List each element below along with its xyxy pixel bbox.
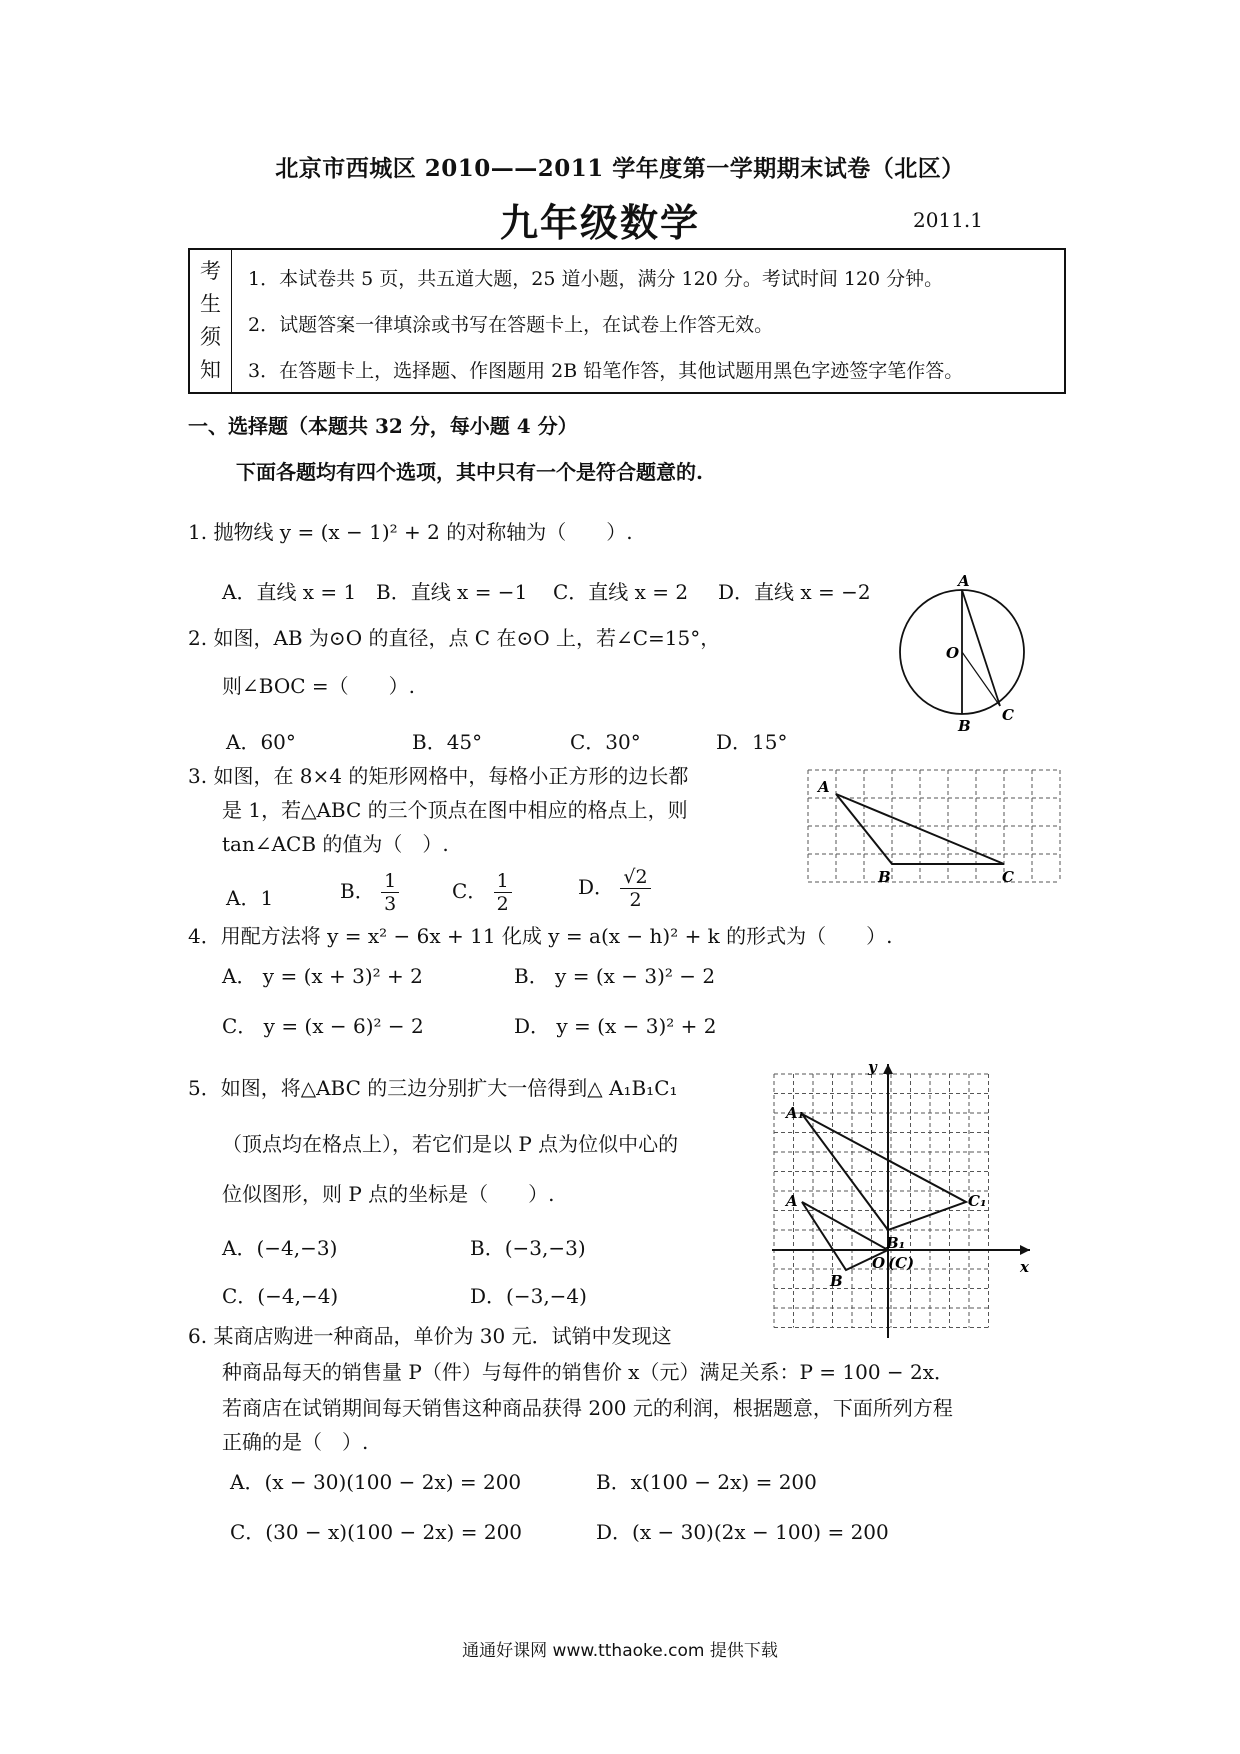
- label-a: A: [818, 778, 830, 796]
- question-3-line2: 是 1，若△ABC 的三个顶点在图中相应的格点上，则: [222, 798, 688, 822]
- section-instruction: 下面各题均有四个选项，其中只有一个是符合题意的.: [236, 460, 703, 484]
- q2-circle-figure: [898, 574, 1028, 734]
- numerator: √2: [620, 866, 650, 889]
- label-b: B: [878, 868, 891, 886]
- q1-option-d: D．直线 x = −2: [718, 580, 871, 604]
- denominator: 2: [496, 893, 509, 915]
- q4-option-d: D． y = (x − 3)² + 2: [514, 1014, 717, 1038]
- chord-ac: [962, 590, 1000, 706]
- label-c: C: [1002, 868, 1014, 886]
- q3-option-c-label: C．: [452, 879, 488, 903]
- fraction: [620, 866, 650, 911]
- q1-option-c: C．直线 x = 2: [553, 580, 689, 604]
- q5-option-a: A．(−4,−3): [222, 1236, 338, 1260]
- question-3-line3: tan∠ACB 的值为（ ）.: [222, 832, 449, 856]
- notice-heading: [190, 250, 232, 392]
- question-6-line2: 种商品每天的销售量 P（件）与每件的销售价 x（元）满足关系：P = 100 − 2x．: [222, 1360, 955, 1384]
- q5-option-c: C．(−4,−4): [222, 1284, 339, 1308]
- question-6-line4: 正确的是（ ）.: [222, 1430, 369, 1454]
- footer-source: 通通好课网 www.tthaoke.com 提供下载: [462, 1641, 778, 1661]
- q2-option-d: D．15°: [716, 730, 788, 754]
- question-5-line3: 位似图形，则 P 点的坐标是（ ）.: [222, 1182, 555, 1206]
- label-b: B: [958, 717, 971, 734]
- notice-item: 3．在答题卡上，选择题、作图题用 2B 铅笔作答，其他试题用黑色字迹签字笔作答。: [248, 360, 964, 382]
- question-2-line2: 则∠BOC =（ ）.: [222, 674, 415, 698]
- notice-item: 1．本试卷共 5 页，共五道大题，25 道小题，满分 120 分。考试时间 120 分钟。: [248, 268, 944, 290]
- q6-option-d: D．(x − 30)(2x − 100) = 200: [596, 1520, 889, 1544]
- exam-title: 北京市西城区 2010——2011 学年度第一学期期末试卷（北区）: [275, 155, 965, 182]
- exam-subtitle: 九年级数学: [500, 200, 701, 245]
- notice-heading-char: 知: [200, 358, 221, 382]
- question-5-line2: （顶点均在格点上），若它们是以 P 点为位似中心的: [222, 1132, 679, 1156]
- notice-heading-char: 生: [200, 292, 221, 316]
- question-4: 4．用配方法将 y = x² − 6x + 11 化成 y = a(x − h)² + k 的形式为（ ）.: [188, 924, 893, 948]
- exam-date: 2011.1: [913, 208, 983, 232]
- q6-option-c: C．(30 − x)(100 − 2x) = 200: [230, 1520, 523, 1544]
- label-o: O: [946, 644, 960, 662]
- q2-option-c: C．30°: [570, 730, 641, 754]
- label-b1: B₁: [886, 1234, 906, 1252]
- notice-box: [188, 248, 1066, 394]
- question-2: 2. 如图，AB 为⊙O 的直径，点 C 在⊙O 上，若∠C=15°，: [188, 626, 721, 650]
- q6-option-b: B．x(100 − 2x) = 200: [596, 1470, 817, 1494]
- q5-option-b: B．(−3,−3): [470, 1236, 586, 1260]
- q5-option-d: D．(−3,−4): [470, 1284, 587, 1308]
- grid-lines: [774, 1074, 989, 1328]
- numerator: 1: [494, 870, 512, 893]
- q4-option-c: C． y = (x − 6)² − 2: [222, 1014, 424, 1038]
- question-6: 6. 某商店购进一种商品，单价为 30 元．试销中发现这: [188, 1324, 672, 1348]
- q1-option-b: B．直线 x = −1: [376, 580, 528, 604]
- grid-lines: [808, 770, 1060, 882]
- label-a1: A₁: [786, 1104, 805, 1122]
- fraction: [494, 870, 512, 915]
- notice-heading-char: 考: [200, 259, 221, 283]
- q2-option-a: A．60°: [226, 730, 296, 754]
- label-o: O: [872, 1254, 886, 1272]
- q5-coordinate-figure: [772, 1060, 1038, 1340]
- q6-option-a: A．(x − 30)(100 − 2x) = 200: [230, 1470, 522, 1494]
- notice-heading-char: 须: [200, 325, 221, 349]
- denominator: 3: [384, 893, 397, 915]
- notice-item: 2．试题答案一律填涂或书写在答题卡上，在试卷上作答无效。: [248, 314, 774, 336]
- q4-option-a: A． y = (x + 3)² + 2: [222, 964, 423, 988]
- question-6-line3: 若商店在试销期间每天销售这种商品获得 200 元的利润，根据题意，下面所列方程: [222, 1396, 953, 1420]
- label-b: B: [830, 1272, 843, 1290]
- label-c-paren: (C): [888, 1254, 915, 1272]
- x-axis-arrow: [1020, 1245, 1030, 1255]
- q3-option-d: [578, 866, 651, 911]
- y-axis-arrow: [883, 1064, 893, 1074]
- denominator: 2: [629, 889, 642, 911]
- q3-grid-figure: [806, 768, 1068, 886]
- question-1: 1. 抛物线 y = (x − 1)² + 2 的对称轴为（ ）.: [188, 520, 633, 544]
- label-c: C: [1002, 706, 1014, 724]
- q3-option-a: A．1: [226, 886, 274, 910]
- numerator: 1: [381, 870, 399, 893]
- section-heading: 一、选择题（本题共 32 分，每小题 4 分）: [188, 414, 578, 438]
- label-a: A: [786, 1192, 798, 1210]
- q3-option-b: [340, 870, 399, 915]
- label-y: y: [868, 1060, 877, 1076]
- q3-option-c: [452, 870, 512, 915]
- fraction: [381, 870, 399, 915]
- label-c1: C₁: [968, 1192, 987, 1210]
- q3-option-b-label: B．: [340, 879, 375, 903]
- radius-oc: [962, 652, 1000, 706]
- q1-option-a: A．直线 x = 1: [222, 580, 357, 604]
- question-3: 3. 如图，在 8×4 的矩形网格中，每格小正方形的边长都: [188, 764, 689, 788]
- question-5: 5．如图，将△ABC 的三边分别扩大一倍得到△ A₁B₁C₁: [188, 1076, 678, 1100]
- q2-option-b: B．45°: [412, 730, 483, 754]
- q3-option-d-label: D．: [578, 875, 615, 899]
- label-x: x: [1020, 1258, 1029, 1276]
- label-a: A: [958, 574, 970, 590]
- q4-option-b: B． y = (x − 3)² − 2: [514, 964, 716, 988]
